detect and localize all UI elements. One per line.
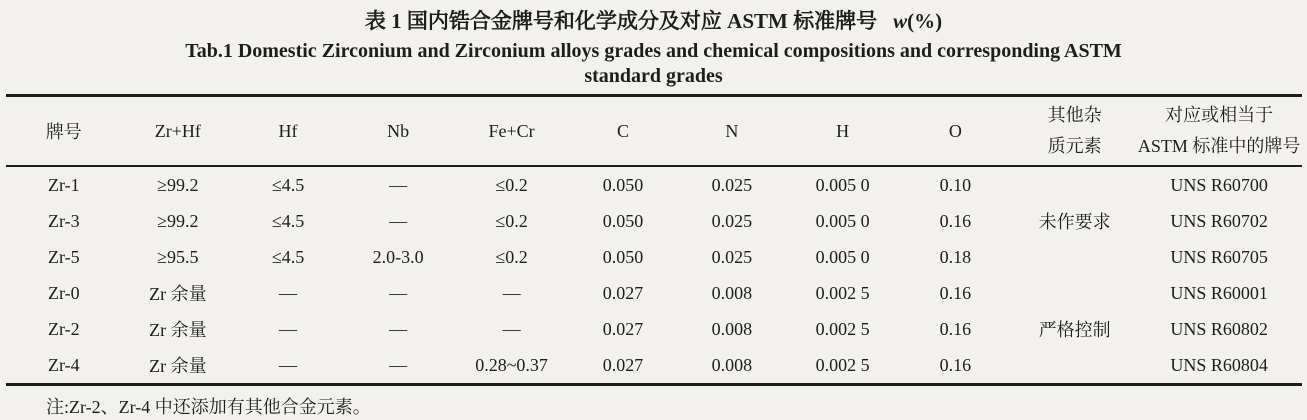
cell-fe-cr: — xyxy=(502,282,521,303)
cell-o: 0.18 xyxy=(939,246,972,267)
mass-fraction-symbol: w xyxy=(893,9,908,33)
header-grade: 牌号 xyxy=(6,96,123,167)
cell-astm: UNS R60804 xyxy=(1170,354,1268,375)
cell-zr-hf: ≥99.2 xyxy=(157,174,199,195)
table-title-english xyxy=(0,39,1307,89)
cell-o: 0.10 xyxy=(939,174,972,195)
table-title-chinese xyxy=(0,8,1307,34)
table-header xyxy=(6,96,1302,167)
cell-impurity-group-relaxed: 未作要求 xyxy=(1038,212,1111,232)
cell-nb: — xyxy=(389,282,408,303)
header-other-impurities-line1: 其他杂 xyxy=(1047,105,1102,125)
cell-h: 0.002 5 xyxy=(815,354,870,375)
header-c: C xyxy=(569,96,677,167)
header-other-impurities xyxy=(1012,96,1136,167)
mass-fraction-unit xyxy=(893,9,942,33)
cell-c: 0.050 xyxy=(602,174,644,195)
cell-fe-cr: ≤0.2 xyxy=(495,174,528,195)
header-n: N xyxy=(677,96,787,167)
cell-fe-cr: ≤0.2 xyxy=(495,210,528,231)
cell-c: 0.050 xyxy=(602,246,644,267)
cell-grade: Zr-2 xyxy=(48,318,80,339)
header-row xyxy=(6,96,1302,167)
cell-nb: — xyxy=(389,354,408,375)
header-hf: Hf xyxy=(234,96,343,167)
cell-zr-hf: Zr 余量 xyxy=(149,320,207,340)
cell-fe-cr: ≤0.2 xyxy=(495,246,528,267)
cell-zr-hf: Zr 余量 xyxy=(149,284,207,304)
cell-hf: — xyxy=(279,354,297,375)
cell-c: 0.027 xyxy=(602,282,644,303)
cell-c: 0.027 xyxy=(602,318,644,339)
cell-zr-hf: ≥95.5 xyxy=(157,246,199,267)
cell-c: 0.027 xyxy=(602,354,644,375)
cell-fe-cr: — xyxy=(502,318,521,339)
cell-h: 0.002 5 xyxy=(815,282,870,303)
cell-o: 0.16 xyxy=(939,354,972,375)
cell-astm: UNS R60705 xyxy=(1170,246,1268,267)
table-caption-block xyxy=(0,0,1307,89)
alloy-composition-table xyxy=(6,94,1302,386)
cell-astm: UNS R60702 xyxy=(1170,210,1268,231)
cell-n: 0.025 xyxy=(711,174,753,195)
cell-hf: ≤4.5 xyxy=(271,210,305,231)
cell-o: 0.16 xyxy=(939,210,972,231)
cell-h: 0.005 0 xyxy=(815,246,870,267)
cell-zr-hf: Zr 余量 xyxy=(149,356,207,376)
header-astm-grade-line1: 对应或相当于 xyxy=(1165,105,1274,125)
cell-hf: ≤4.5 xyxy=(271,246,305,267)
cell-zr-hf: ≥99.2 xyxy=(157,210,199,231)
cell-fe-cr: 0.28~0.37 xyxy=(475,354,548,375)
header-astm-grade-line2: ASTM 标准中的牌号 xyxy=(1137,136,1301,156)
table-body xyxy=(6,166,1302,385)
cell-hf: — xyxy=(279,282,297,303)
header-fe-cr: Fe+Cr xyxy=(454,96,569,167)
header-nb: Nb xyxy=(342,96,453,167)
cell-astm: UNS R60700 xyxy=(1170,174,1268,195)
cell-o: 0.16 xyxy=(939,318,972,339)
cell-astm: UNS R60001 xyxy=(1170,282,1268,303)
header-other-impurities-line2: 质元素 xyxy=(1047,136,1102,156)
cell-n: 0.008 xyxy=(711,318,753,339)
cell-h: 0.002 5 xyxy=(815,318,870,339)
table-row-zr-0 xyxy=(6,275,1302,311)
header-zr-hf: Zr+Hf xyxy=(122,96,233,167)
cell-h: 0.005 0 xyxy=(815,210,870,231)
header-astm-grade xyxy=(1137,96,1302,167)
table-title-english-line1: Tab.1 Domestic Zirconium and Zirconium alloys grades and chemical compositions and corresponding ASTM xyxy=(185,40,1122,62)
cell-nb: — xyxy=(389,174,408,195)
cell-n: 0.008 xyxy=(711,282,753,303)
cell-grade: Zr-5 xyxy=(48,246,80,267)
mass-fraction-percent: (%) xyxy=(907,9,943,33)
cell-impurity-group-strict: 严格控制 xyxy=(1038,320,1111,340)
cell-hf: — xyxy=(279,318,297,339)
cell-grade: Zr-1 xyxy=(48,174,80,195)
header-o: O xyxy=(898,96,1012,167)
cell-n: 0.025 xyxy=(711,246,753,267)
cell-astm: UNS R60802 xyxy=(1170,318,1268,339)
table-title-chinese-text: 表 1 国内锆合金牌号和化学成分及对应 ASTM 标准牌号 xyxy=(364,9,878,33)
cell-o: 0.16 xyxy=(939,282,972,303)
cell-c: 0.050 xyxy=(602,210,644,231)
cell-h: 0.005 0 xyxy=(815,174,870,195)
cell-grade: Zr-4 xyxy=(48,354,80,375)
header-h: H xyxy=(787,96,898,167)
cell-n: 0.008 xyxy=(711,354,753,375)
cell-n: 0.025 xyxy=(711,210,753,231)
cell-nb: — xyxy=(389,210,408,231)
cell-nb: — xyxy=(389,318,408,339)
table-footnote: 注:Zr-2、Zr-4 中还添加有其他合金元素。 xyxy=(46,397,371,417)
cell-nb: 2.0-3.0 xyxy=(372,246,424,267)
cell-grade: Zr-0 xyxy=(48,282,80,303)
table-row-zr-1 xyxy=(6,166,1302,203)
cell-grade: Zr-3 xyxy=(48,210,80,231)
cell-hf: ≤4.5 xyxy=(271,174,305,195)
table-title-english-line2: standard grades xyxy=(584,65,723,87)
